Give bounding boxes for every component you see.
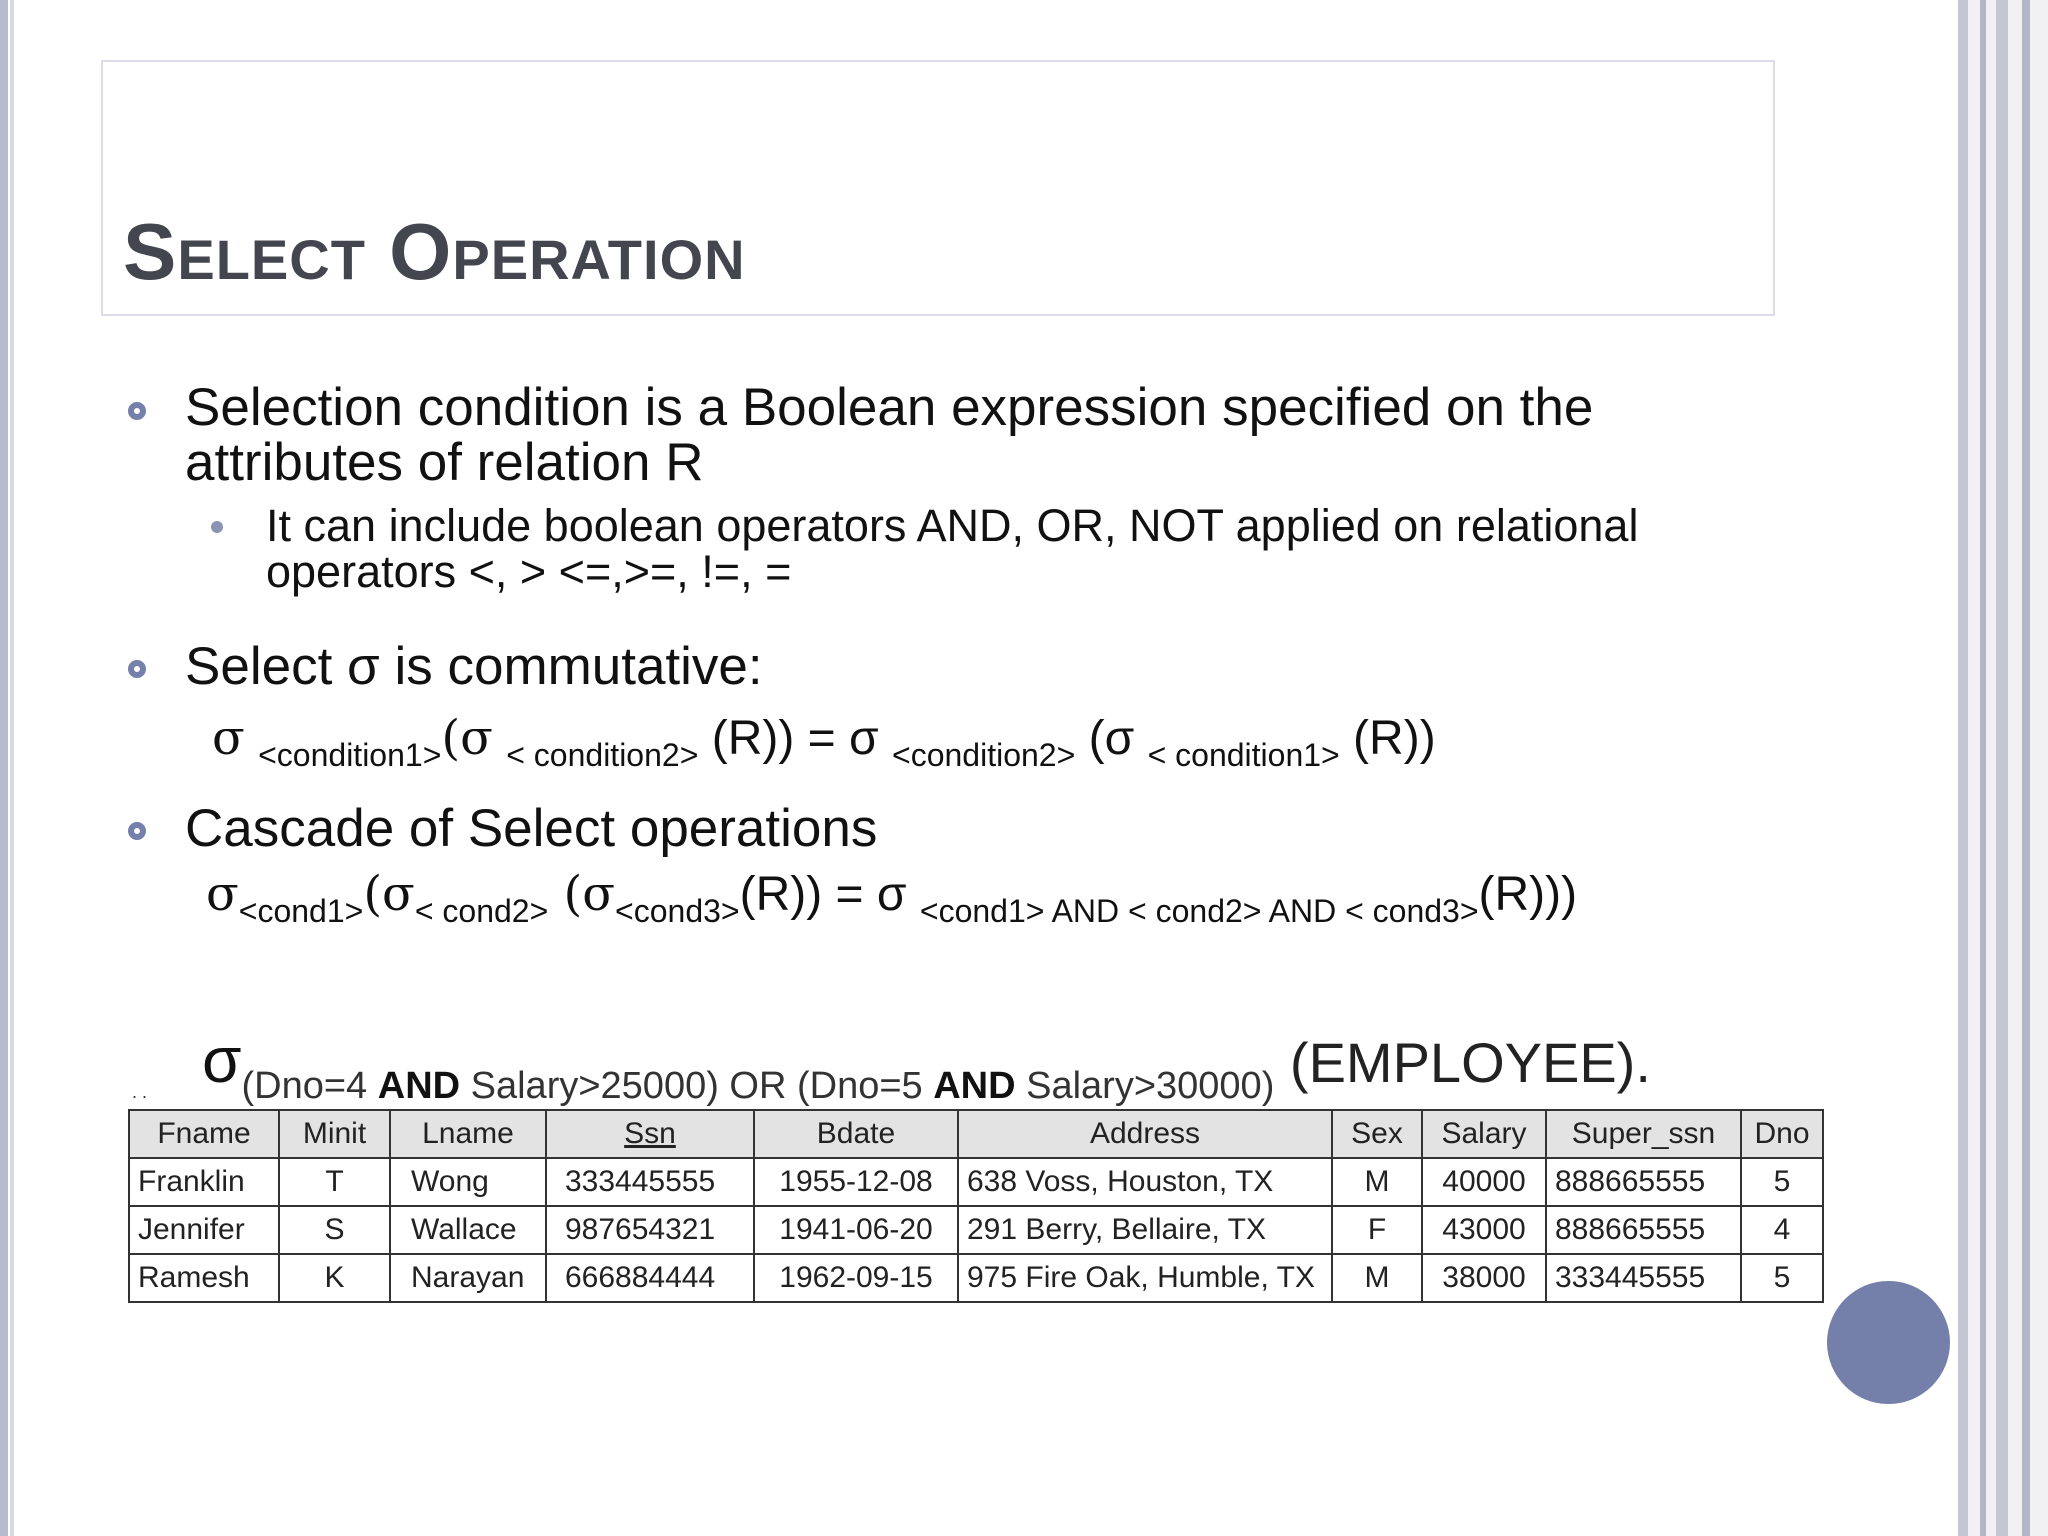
- formula-part: (σ: [363, 866, 415, 922]
- cascade-formula: [206, 866, 1578, 929]
- formula-subscript: <condition2>: [892, 737, 1076, 773]
- cell-bdate: 1962-09-15: [754, 1254, 958, 1302]
- condition-part: (Dno=4: [241, 1065, 378, 1107]
- cell-lname: Narayan: [390, 1254, 546, 1302]
- col-header: Dno: [1741, 1110, 1823, 1158]
- bullet-text: attributes of relation R: [185, 433, 704, 492]
- cell-dno: 5: [1741, 1254, 1823, 1302]
- formula-part: (σ: [1075, 712, 1135, 765]
- left-border-stripe-inner: [10, 0, 14, 1536]
- cell-fname: Franklin: [129, 1158, 279, 1206]
- cell-super-ssn: 333445555: [1546, 1254, 1741, 1302]
- formula-subscript: < condition1>: [1147, 737, 1340, 773]
- cell-address: 975 Fire Oak, Humble, TX: [958, 1254, 1332, 1302]
- cell-fname: Jennifer: [129, 1206, 279, 1254]
- cell-address: 638 Voss, Houston, TX: [958, 1158, 1332, 1206]
- cell-bdate: 1941-06-20: [754, 1206, 958, 1254]
- formula-subscript: < condition2>: [506, 737, 699, 773]
- employee-result-table: [128, 1109, 1824, 1303]
- right-border-stripe: [1958, 0, 1968, 1536]
- example-condition: [242, 1065, 1275, 1107]
- col-header: Lname: [390, 1110, 546, 1158]
- right-border-stripe: [1980, 0, 1986, 1536]
- cell-ssn: 987654321: [546, 1206, 754, 1254]
- table-row: [129, 1206, 1823, 1254]
- cell-ssn: 333445555: [546, 1158, 754, 1206]
- cell-sex: M: [1332, 1254, 1422, 1302]
- col-header: Ssn: [546, 1110, 754, 1158]
- right-border-stripe: [1996, 0, 2008, 1536]
- formula-part: (σ: [548, 866, 616, 922]
- col-header: Sex: [1332, 1110, 1422, 1158]
- sub-bullet-icon: [211, 521, 223, 533]
- cell-super-ssn: 888665555: [1546, 1206, 1741, 1254]
- condition-part: Salary>25000) OR (Dno=5: [460, 1065, 934, 1107]
- cell-address: 291 Berry, Bellaire, TX: [958, 1206, 1332, 1254]
- and-keyword: AND: [377, 1065, 461, 1107]
- formula-part: (R)) = σ: [739, 868, 907, 921]
- col-header: Minit: [279, 1110, 390, 1158]
- sub-bullet-text: operators <, > <=,>=, !=, =: [266, 546, 792, 597]
- formula-subscript: < cond2>: [414, 893, 549, 929]
- cell-sex: M: [1332, 1158, 1422, 1206]
- cell-salary: 43000: [1422, 1206, 1546, 1254]
- cell-lname: Wong: [390, 1158, 546, 1206]
- formula-subscript: <cond1> AND < cond2> AND < cond3>: [919, 893, 1479, 929]
- left-border-stripe: [0, 0, 8, 1536]
- formula-subscript: <cond3>: [615, 893, 740, 929]
- cell-minit: S: [279, 1206, 390, 1254]
- table-header-row: [129, 1110, 1823, 1158]
- cell-fname: Ramesh: [129, 1254, 279, 1302]
- cell-salary: 38000: [1422, 1254, 1546, 1302]
- condition-part: Salary>30000): [1015, 1065, 1275, 1107]
- formula-part: (R)) = σ: [698, 712, 879, 765]
- cell-dno: 5: [1741, 1158, 1823, 1206]
- formula-part: (R))): [1478, 868, 1578, 921]
- bullet-text: Cascade of Select operations: [185, 799, 878, 858]
- formula-subscript: <cond1>: [238, 893, 364, 929]
- table-row: [129, 1158, 1823, 1206]
- cell-super-ssn: 888665555: [1546, 1158, 1741, 1206]
- commutative-formula: [212, 710, 1436, 773]
- formula-part: (R)): [1339, 712, 1436, 765]
- relation-name: (EMPLOYEE).: [1274, 1031, 1651, 1094]
- decorative-dots: . .: [132, 1082, 148, 1102]
- col-header: Bdate: [754, 1110, 958, 1158]
- formula-part: (σ: [441, 710, 493, 766]
- slide-title: Select Operation: [123, 207, 746, 296]
- example-expression: [202, 1024, 1651, 1107]
- sub-bullet-text: It can include boolean operators AND, OR, NOT applied on relational: [266, 500, 1639, 551]
- col-header: Super_ssn: [1546, 1110, 1741, 1158]
- bullet-icon: [128, 660, 146, 678]
- cell-minit: K: [279, 1254, 390, 1302]
- bullet-icon: [128, 822, 146, 840]
- cell-minit: T: [279, 1158, 390, 1206]
- decorative-circle: [1827, 1281, 1950, 1404]
- bullet-icon: [128, 402, 146, 420]
- bullet-text: Select σ is commutative:: [185, 637, 763, 696]
- formula-subscript: <condition1>: [258, 737, 442, 773]
- cell-lname: Wallace: [390, 1206, 546, 1254]
- col-header: Fname: [129, 1110, 279, 1158]
- sigma-symbol: σ: [212, 710, 245, 766]
- cell-sex: F: [1332, 1206, 1422, 1254]
- col-header: Address: [958, 1110, 1332, 1158]
- cell-salary: 40000: [1422, 1158, 1546, 1206]
- cell-bdate: 1955-12-08: [754, 1158, 958, 1206]
- bullet-text: Selection condition is a Boolean expression specified on the: [185, 378, 1594, 437]
- sigma-symbol: σ: [206, 866, 239, 922]
- cell-dno: 4: [1741, 1206, 1823, 1254]
- right-border-stripe: [2022, 0, 2030, 1536]
- and-keyword: AND: [933, 1065, 1016, 1107]
- table-row: [129, 1254, 1823, 1302]
- sigma-symbol: σ: [202, 1024, 242, 1096]
- col-header: Salary: [1422, 1110, 1546, 1158]
- cell-ssn: 666884444: [546, 1254, 754, 1302]
